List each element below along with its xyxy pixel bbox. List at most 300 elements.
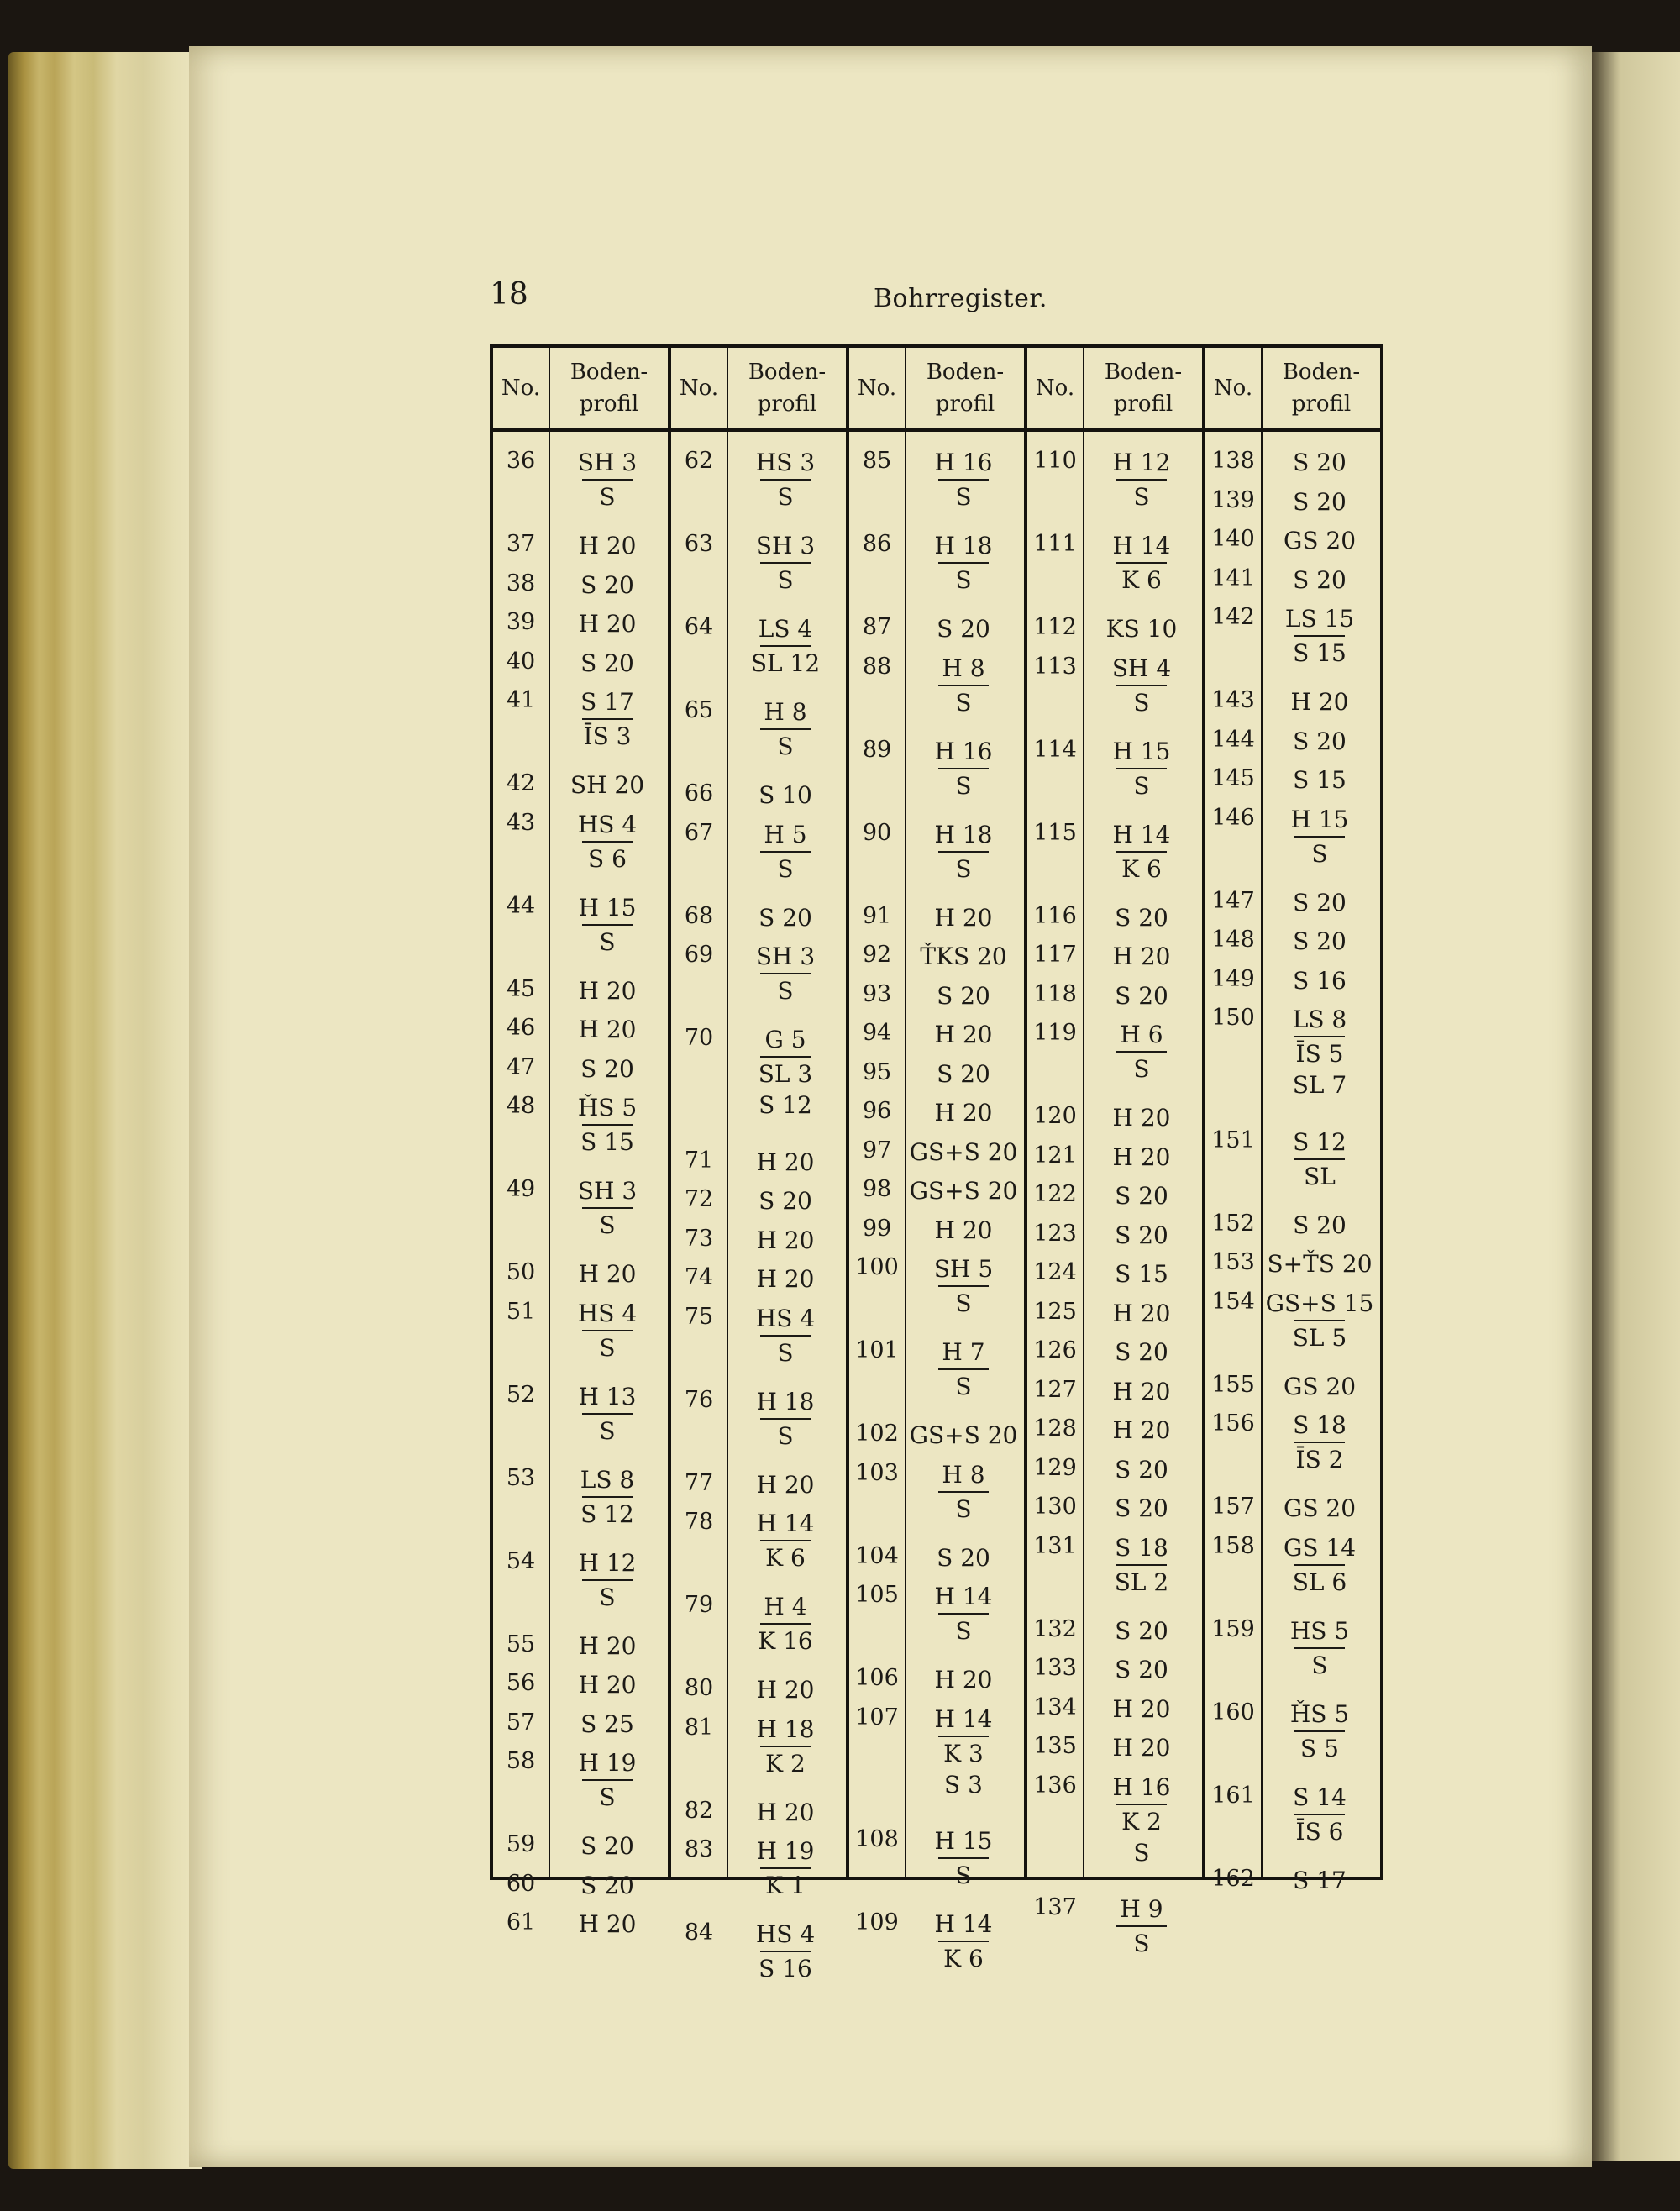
entry-profile (549, 892, 666, 958)
profile-fraction-rule (760, 1418, 811, 1420)
entry-number: 82 (684, 1797, 714, 1824)
entry-profile (549, 608, 666, 639)
profile-third: S 3 (944, 1770, 983, 1799)
entry-number: 61 (506, 1909, 536, 1935)
entry-profile (549, 1830, 666, 1862)
profile-fraction-rule (1116, 851, 1167, 853)
entry-profile (1083, 1337, 1200, 1368)
profile-fraction-rule (582, 718, 633, 720)
profile-top: H 12 (578, 1548, 637, 1577)
profile-fraction-rule (938, 1613, 989, 1615)
entry-profile (1261, 565, 1378, 596)
entry-profile (727, 1714, 844, 1779)
facing-page-edge (1588, 52, 1680, 2161)
entry-number: 162 (1211, 1865, 1255, 1892)
entry-profile (1083, 1893, 1200, 1959)
entry-number: 109 (855, 1909, 899, 1935)
entry-number: 126 (1033, 1337, 1077, 1363)
entry-number: 88 (862, 653, 892, 680)
entry-profile (549, 648, 666, 679)
column-entries (849, 432, 1024, 1972)
profile-fraction-rule (582, 479, 633, 481)
profile-bottom: S (955, 1289, 972, 1317)
entry-profile (1083, 1415, 1200, 1446)
profile-top: S 15 (1293, 766, 1347, 794)
profile-top: S 20 (1115, 1494, 1168, 1522)
profile-top: S 15 (1115, 1260, 1168, 1288)
entry-profile (905, 1581, 1022, 1646)
profile-fraction-rule (1294, 1647, 1345, 1649)
profile-fraction-rule (760, 562, 811, 564)
entry-number: 90 (862, 819, 892, 846)
profile-fraction-rule (760, 1335, 811, 1337)
profile-top: LS 4 (758, 615, 813, 643)
entry-profile (727, 1147, 844, 1178)
profile-bottom: S 12 (580, 1499, 634, 1528)
entry-number: 49 (506, 1176, 536, 1202)
profile-top: SH 3 (755, 532, 816, 559)
entry-profile (727, 1185, 844, 1216)
entry-number: 160 (1211, 1699, 1255, 1725)
profile-top: H 20 (756, 1148, 815, 1176)
profile-fraction-rule (1116, 685, 1167, 686)
entry-profile (1083, 653, 1200, 718)
profile-top: S 20 (1293, 888, 1347, 916)
entry-number: 123 (1033, 1220, 1077, 1247)
entry-number: 151 (1211, 1127, 1255, 1153)
profile-top: S 20 (1293, 487, 1347, 516)
entry-profile (727, 1386, 844, 1452)
entry-number: 36 (506, 448, 536, 474)
profile-top: SH 3 (755, 943, 816, 970)
profile-fraction-rule (582, 924, 633, 926)
profile-top: H 20 (578, 532, 637, 559)
entry-profile (549, 1381, 666, 1447)
entry-number: 125 (1033, 1298, 1077, 1325)
entry-profile (727, 696, 844, 762)
profile-bottom: S (955, 688, 972, 717)
entry-number: 81 (684, 1714, 714, 1741)
entry-profile (549, 1464, 666, 1530)
profile-bottom: S 6 (588, 844, 627, 873)
entry-number: 131 (1033, 1532, 1077, 1559)
profile-top: ŤKS 20 (920, 943, 1007, 970)
profile-fraction-rule (1294, 1320, 1345, 1321)
profile-bottom: ĪS 2 (1295, 1446, 1344, 1473)
profile-top: S 20 (580, 1054, 634, 1083)
entry-number: 77 (684, 1469, 714, 1496)
profile-fraction-rule (1116, 562, 1167, 564)
entry-number: 122 (1033, 1181, 1077, 1207)
profile-top: S 20 (580, 1832, 634, 1860)
entry-number: 95 (862, 1058, 892, 1085)
entry-profile (1261, 447, 1378, 478)
profile-top: HS 5 (1289, 1616, 1350, 1645)
entry-profile (1261, 926, 1378, 957)
profile-bottom: S (777, 1421, 794, 1450)
header-profile (549, 346, 669, 430)
profile-top: H 20 (1112, 1142, 1171, 1171)
entry-profile (905, 1097, 1022, 1128)
profile-top: H 20 (934, 903, 993, 932)
profile-top: GS 20 (1283, 527, 1357, 554)
profile-bottom: S (955, 1862, 972, 1889)
entry-number: 42 (506, 770, 536, 796)
entry-number: 74 (684, 1264, 714, 1290)
profile-top: SH 3 (577, 1177, 638, 1205)
entry-number: 43 (506, 809, 536, 836)
profile-fraction-rule (1294, 836, 1345, 838)
profile-bottom: S (955, 854, 972, 883)
entry-number: 68 (684, 902, 714, 929)
profile-fraction-rule (938, 562, 989, 564)
entry-profile (549, 1747, 666, 1813)
entry-number: 60 (506, 1870, 536, 1897)
entry-profile (549, 530, 666, 561)
entry-number: 129 (1033, 1454, 1077, 1481)
entry-profile (1083, 1220, 1200, 1251)
entry-profile (905, 530, 1022, 596)
book-page-edges (8, 52, 202, 2169)
profile-top: S 20 (1115, 1455, 1168, 1484)
entry-number: 62 (684, 448, 714, 474)
profile-top: H 20 (578, 1016, 637, 1043)
profile-top: H 18 (756, 1387, 815, 1415)
entry-number: 79 (684, 1592, 714, 1618)
profile-third: S (1133, 1838, 1150, 1867)
profile-bottom: S (599, 1211, 616, 1239)
entry-profile (727, 1225, 844, 1256)
entry-profile (1083, 1258, 1200, 1289)
entry-profile (905, 1664, 1022, 1695)
entry-number: 99 (862, 1215, 892, 1242)
header-profile-label: Boden- profil (1104, 360, 1183, 417)
entry-profile (1083, 1694, 1200, 1725)
profile-bottom: S (777, 483, 794, 511)
profile-top: H 14 (1112, 532, 1171, 559)
profile-fraction-rule (1294, 1442, 1345, 1443)
entry-number: 67 (684, 819, 714, 846)
entry-number: 83 (684, 1836, 714, 1862)
profile-bottom: K 3 (943, 1739, 984, 1767)
entry-number: 97 (862, 1137, 892, 1163)
entry-number: 120 (1033, 1103, 1077, 1129)
column-entries (1205, 432, 1380, 1894)
entry-profile (549, 1631, 666, 1662)
entry-number: 53 (506, 1464, 536, 1491)
entry-number: 66 (684, 780, 714, 806)
entry-number: 41 (506, 687, 536, 713)
profile-top: H 15 (1112, 737, 1171, 765)
entry-profile (905, 447, 1022, 512)
profile-top: H 14 (934, 1583, 993, 1610)
profile-top: H 18 (934, 820, 993, 848)
profile-top: H 20 (756, 1265, 815, 1293)
entry-profile (727, 613, 844, 679)
profile-fraction-rule (760, 851, 811, 853)
profile-top: S 20 (580, 1871, 634, 1899)
profile-fraction-rule (1294, 1158, 1345, 1160)
entry-profile (1261, 1288, 1378, 1353)
profile-bottom: ĪS 3 (583, 722, 632, 750)
entry-number: 136 (1033, 1772, 1077, 1799)
entry-profile (549, 686, 666, 752)
entry-number: 142 (1211, 604, 1255, 630)
entry-profile (549, 1092, 666, 1158)
entry-profile (905, 941, 1022, 972)
entry-number: 108 (855, 1826, 899, 1852)
profile-fraction-rule (938, 1368, 989, 1370)
profile-bottom: S (955, 1494, 972, 1523)
profile-top: SH 20 (570, 771, 645, 799)
entry-number: 64 (684, 614, 714, 640)
entry-profile (1261, 764, 1378, 796)
entry-profile (1083, 1532, 1200, 1598)
profile-bottom: K 2 (1121, 1807, 1162, 1835)
entry-number: 56 (506, 1670, 536, 1696)
profile-fraction-rule (760, 645, 811, 647)
profile-top: H 13 (578, 1382, 637, 1410)
entry-profile (905, 736, 1022, 801)
header-no: No. (1204, 346, 1262, 430)
profile-top: H 4 (764, 1593, 807, 1620)
profile-fraction-rule (582, 1413, 633, 1415)
entry-number: 63 (684, 531, 714, 557)
profile-bottom: ĪS 5 (1295, 1040, 1344, 1068)
entry-profile (1083, 1142, 1200, 1173)
entry-number: 69 (684, 942, 714, 968)
entry-profile (1083, 447, 1200, 512)
entry-number: 138 (1211, 448, 1255, 474)
entry-number: 94 (862, 1020, 892, 1046)
profile-fraction-rule (760, 728, 811, 730)
entry-profile (1083, 1615, 1200, 1646)
entry-profile (727, 447, 844, 512)
profile-top: H 14 (934, 1704, 993, 1733)
entry-number: 145 (1211, 765, 1255, 791)
entry-number: 139 (1211, 486, 1255, 513)
profile-fraction-rule (582, 841, 633, 843)
profile-bottom: S (599, 1416, 616, 1445)
profile-fraction-rule (582, 1330, 633, 1331)
entry-profile (1261, 1615, 1378, 1681)
profile-bottom: S (1133, 771, 1150, 800)
entry-profile (727, 1835, 844, 1901)
entry-profile (549, 1175, 666, 1241)
entry-number: 104 (855, 1542, 899, 1569)
profile-top: H 20 (578, 1910, 637, 1938)
entry-profile (905, 902, 1022, 933)
entry-profile (1083, 1376, 1200, 1407)
entry-profile (1083, 980, 1200, 1011)
profile-fraction-rule (760, 1951, 811, 1952)
entry-number: 133 (1033, 1655, 1077, 1681)
entry-profile (1261, 804, 1378, 869)
profile-top: H 20 (756, 1470, 815, 1499)
entry-number: 119 (1033, 1020, 1077, 1046)
profile-fraction-rule (1116, 1925, 1167, 1927)
entry-profile (727, 941, 844, 1006)
profile-top: H 20 (1112, 1416, 1171, 1444)
profile-bottom: S (599, 1583, 616, 1611)
entry-number: 146 (1211, 804, 1255, 831)
entry-number: 124 (1033, 1259, 1077, 1285)
profile-bottom: K 16 (758, 1627, 813, 1655)
entry-profile (549, 570, 666, 601)
entry-profile (1083, 1654, 1200, 1685)
entry-number: 140 (1211, 526, 1255, 552)
column-block-3 (848, 430, 1026, 1972)
entry-profile (1261, 1493, 1378, 1524)
entry-number: 144 (1211, 726, 1255, 753)
profile-fraction-rule (760, 973, 811, 974)
entry-profile (1083, 1772, 1200, 1868)
entry-number: 38 (506, 570, 536, 596)
profile-top: H 7 (942, 1338, 985, 1366)
profile-top: HS 4 (577, 1299, 638, 1327)
entry-number: 91 (862, 902, 892, 929)
entry-number: 71 (684, 1147, 714, 1174)
entry-number: 155 (1211, 1371, 1255, 1398)
entry-number: 100 (855, 1254, 899, 1280)
entry-number: 101 (855, 1337, 899, 1363)
entry-number: 96 (862, 1098, 892, 1124)
profile-top: SH 4 (1111, 654, 1172, 682)
entry-profile (1261, 1127, 1378, 1192)
entry-profile (1261, 1532, 1378, 1598)
profile-top: H 16 (934, 449, 993, 476)
profile-top: S 20 (759, 1187, 812, 1215)
profile-fraction-rule (1294, 1036, 1345, 1037)
profile-top: GS+S 20 (909, 1421, 1018, 1449)
entry-profile (1261, 1782, 1378, 1847)
entry-profile (1261, 1410, 1378, 1475)
profile-bottom: S (1311, 1651, 1328, 1679)
profile-third: S 12 (759, 1091, 812, 1119)
entry-number: 78 (684, 1509, 714, 1535)
profile-top: S 20 (1115, 1182, 1168, 1210)
profile-fraction-rule (1294, 1730, 1345, 1732)
entry-profile (905, 1704, 1022, 1800)
entry-number: 46 (506, 1015, 536, 1041)
profile-top: S 20 (1293, 727, 1347, 755)
entry-number: 135 (1033, 1733, 1077, 1759)
entry-profile (1261, 1210, 1378, 1241)
profile-fraction-rule (1116, 1804, 1167, 1805)
profile-top: H 20 (1290, 688, 1349, 716)
profile-bottom: S 5 (1300, 1734, 1339, 1762)
profile-fraction-rule (938, 768, 989, 769)
profile-fraction-rule (1294, 1814, 1345, 1815)
profile-top: S+ŤS 20 (1267, 1250, 1373, 1278)
profile-top: S 18 (1293, 1411, 1347, 1439)
entry-profile (1083, 1732, 1200, 1763)
profile-top: H 20 (756, 1676, 815, 1704)
profile-top: H 12 (1112, 449, 1171, 476)
profile-fraction-rule (1294, 635, 1345, 637)
profile-top: H 19 (756, 1837, 815, 1865)
profile-top: H 20 (578, 976, 637, 1005)
column-block-2 (669, 430, 848, 1983)
entry-profile (905, 1420, 1022, 1451)
profile-bottom: S (777, 566, 794, 594)
profile-bottom: S (599, 927, 616, 956)
entry-number: 80 (684, 1675, 714, 1701)
entry-profile (549, 1014, 666, 1045)
entry-number: 85 (862, 448, 892, 474)
profile-fraction-rule (760, 1746, 811, 1747)
entry-number: 52 (506, 1381, 536, 1408)
profile-bottom: S (777, 1338, 794, 1367)
entry-profile (905, 1909, 1022, 1974)
profile-bottom: SL (1304, 1162, 1336, 1190)
entry-number: 141 (1211, 565, 1255, 591)
entry-profile (549, 1298, 666, 1363)
entry-profile (1261, 603, 1378, 669)
entry-profile (1261, 686, 1378, 717)
profile-fraction-rule (938, 1857, 989, 1859)
profile-fraction-rule (938, 1736, 989, 1737)
entry-number: 157 (1211, 1494, 1255, 1520)
profile-top: HS 3 (755, 449, 816, 476)
header-profile (1262, 346, 1382, 430)
profile-bottom: K 6 (765, 1544, 806, 1572)
entry-number: 73 (684, 1225, 714, 1252)
entry-number: 147 (1211, 887, 1255, 914)
profile-bottom: S (1311, 839, 1328, 868)
profile-top: S 20 (937, 615, 990, 643)
entry-number: 149 (1211, 965, 1255, 992)
entry-number: 45 (506, 975, 536, 1002)
entry-profile (905, 1253, 1022, 1319)
profile-top: S 20 (1293, 565, 1347, 594)
profile-top: H 20 (934, 1099, 993, 1127)
profile-top: GS 20 (1283, 1494, 1357, 1522)
profile-fraction-rule (1116, 1051, 1167, 1053)
entry-profile (1083, 902, 1200, 933)
column-entries (493, 432, 668, 1938)
profile-fraction-rule (582, 1779, 633, 1781)
profile-bottom: S (1133, 688, 1150, 717)
header-profile-label: Boden- profil (1282, 360, 1361, 417)
profile-top: S 20 (1115, 1338, 1168, 1366)
column-block-1 (491, 430, 669, 1938)
profile-top: H 20 (1112, 943, 1171, 970)
profile-bottom: S 15 (580, 1128, 634, 1156)
entry-number: 87 (862, 614, 892, 640)
entry-profile (905, 1019, 1022, 1050)
entry-profile (1083, 1493, 1200, 1524)
profile-top: H 20 (578, 1631, 637, 1660)
column-entries (1027, 432, 1202, 1957)
profile-fraction-rule (1116, 479, 1167, 481)
profile-bottom: S (955, 566, 972, 594)
profile-top: S 20 (1293, 927, 1347, 955)
entry-profile (905, 1825, 1022, 1891)
entry-number: 75 (684, 1303, 714, 1330)
entry-number: 102 (855, 1421, 899, 1447)
profile-top: H 14 (756, 1510, 815, 1537)
entry-number: 107 (855, 1704, 899, 1730)
entry-number: 58 (506, 1748, 536, 1774)
profile-top: KS 10 (1105, 615, 1178, 643)
profile-top: H 19 (578, 1749, 637, 1777)
profile-top: S 20 (580, 570, 634, 599)
profile-top: S 12 (1293, 1127, 1347, 1156)
entry-number: 48 (506, 1093, 536, 1119)
profile-top: S 14 (1293, 1783, 1347, 1811)
profile-top: S 20 (1115, 981, 1168, 1010)
